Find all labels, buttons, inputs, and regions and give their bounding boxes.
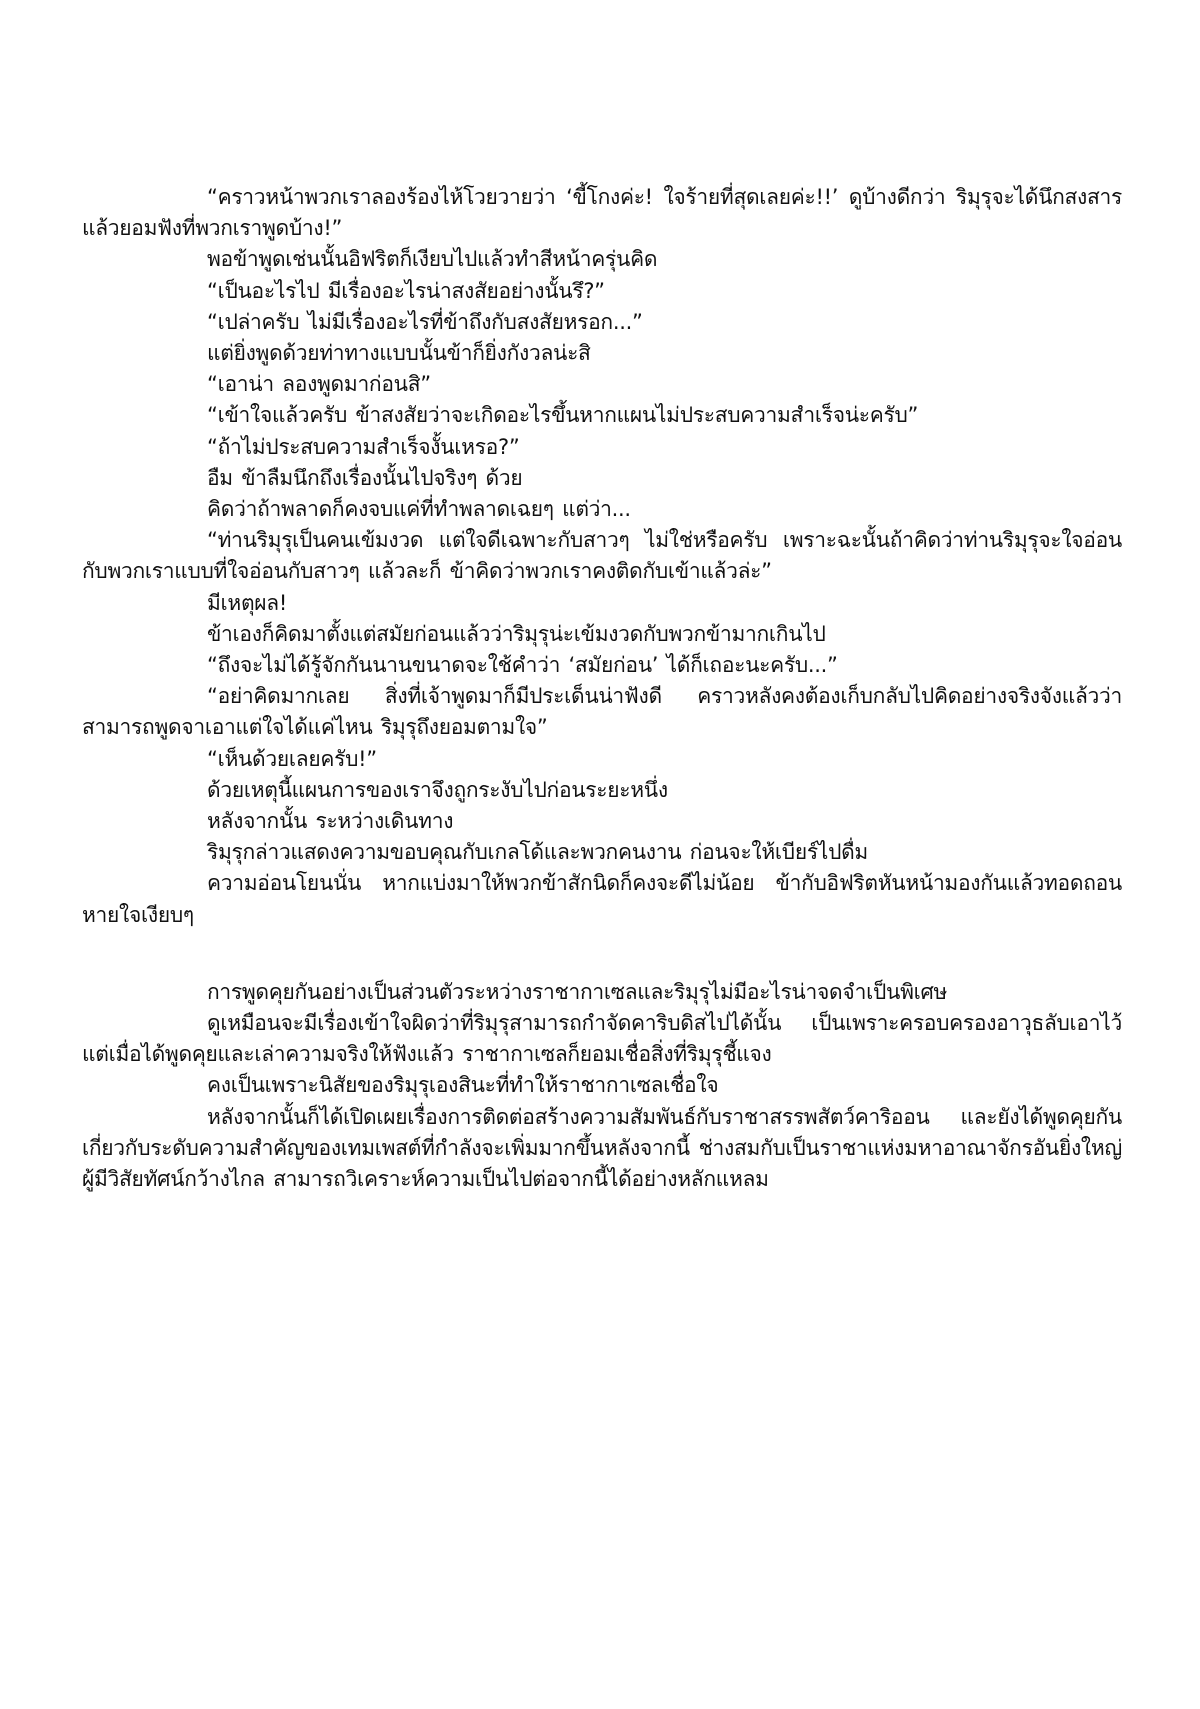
paragraph: หลังจากนั้น ระหว่างเดินทาง <box>207 809 454 834</box>
paragraph: คงเป็นเพราะนิสัยของริมุรุเองสินะที่ทำให้ราชากาเซลเชื่อใจ <box>207 1073 719 1098</box>
paragraph: “เอาน่า ลองพูดมาก่อนสิ” <box>207 372 431 397</box>
section-break <box>82 931 1122 977</box>
paragraph: “ถ้าไม่ประสบความสำเร็จงั้นเหรอ?” <box>207 434 520 459</box>
paragraph: หลังจากนั้นก็ได้เปิดเผยเรื่องการติดต่อสร้างความสัมพันธ์กับราชาสรรพสัตว์คาริออน และยังได้พูดคุยกันเกี่ยวกับระดับความสำคัญของเทมเพสต์ที่กำลังจะเพิ่มมากขึ้นหลังจากนี้ ช่างสมกับเป็นราชาแห่งมหาอาณาจักรอันยิ่งใหญ่ผู้มีวิสัยทัศน์กว้างไกล สามารถวิเคราะห์ความเป็นไปต่อจากนี้ได้อย่างหลักแหลม <box>82 1104 1122 1192</box>
paragraph: ข้าเองก็คิดมาตั้งแต่สมัยก่อนแล้วว่าริมุรุน่ะเข้มงวดกับพวกข้ามากเกินไป <box>207 621 826 646</box>
paragraph: คิดว่าถ้าพลาดก็คงจบแค่ที่ทำพลาดเฉยๆ แต่ว่า... <box>207 497 631 522</box>
paragraph: “เข้าใจแล้วครับ ข้าสงสัยว่าจะเกิดอะไรขึ้นหากแผนไม่ประสบความสำเร็จน่ะครับ” <box>207 403 919 428</box>
paragraph: แต่ยิ่งพูดด้วยท่าทางแบบนั้นข้าก็ยิ่งกังวลน่ะสิ <box>207 341 591 366</box>
body-text <box>82 182 1122 1195</box>
paragraph: “คราวหน้าพวกเราลองร้องไห้โวยวายว่า ‘ขี้โกงค่ะ! ใจร้ายที่สุดเลยค่ะ!!’ ดูบ้างดีกว่า ริมุรุจะได้นึกสงสารแล้วยอมฟังที่พวกเราพูดบ้าง!” <box>82 185 1122 241</box>
paragraph: “เห็นด้วยเลยครับ!” <box>207 746 377 771</box>
paragraph: อืม ข้าลืมนึกถึงเรื่องนั้นไปจริงๆ ด้วย <box>207 465 523 490</box>
paragraph: ความอ่อนโยนนั่น หากแบ่งมาให้พวกข้าสักนิดก็คงจะดีไม่น้อย ข้ากับอิฟริตหันหน้ามองกันแล้วทอดถอนหายใจเงียบๆ <box>82 871 1122 927</box>
paragraph: พอข้าพูดเช่นนั้นอิฟริตก็เงียบไปแล้วทำสีหน้าครุ่นคิด <box>207 247 658 272</box>
paragraph: มีเหตุผล! <box>207 590 287 615</box>
paragraph: “ท่านริมุรุเป็นคนเข้มงวด แต่ใจดีเฉพาะกับสาวๆ ไม่ใช่หรือครับ เพราะฉะนั้นถ้าคิดว่าท่านริมุรุจะใจอ่อนกับพวกเราแบบที่ใจอ่อนกับสาวๆ แล้วละก็ ข้าคิดว่าพวกเราคงติดกับเข้าแล้วล่ะ” <box>82 528 1122 584</box>
paragraph: ดูเหมือนจะมีเรื่องเข้าใจผิดว่าที่ริมุรุสามารถกำจัดคาริบดิสไปได้นั้น เป็นเพราะครอบครองอาวุธลับเอาไว้ แต่เมื่อได้พูดคุยและเล่าความจริงให้ฟังแล้ว ราชากาเซลก็ยอมเชื่อสิ่งที่ริมุรุชี้แจง <box>82 1011 1122 1067</box>
paragraph: ด้วยเหตุนี้แผนการของเราจึงถูกระงับไปก่อนระยะหนึ่ง <box>207 777 668 802</box>
paragraph: “เปล่าครับ ไม่มีเรื่องอะไรที่ข้าถึงกับสงสัยหรอก...” <box>207 309 643 334</box>
paragraph: การพูดคุยกันอย่างเป็นส่วนตัวระหว่างราชากาเซลและริมุรุไม่มีอะไรน่าจดจำเป็นพิเศษ <box>207 979 948 1004</box>
paragraph: “ถึงจะไม่ได้รู้จักกันนานขนาดจะใช้คำว่า ‘สมัยก่อน’ ได้ก็เถอะนะครับ...” <box>207 653 838 678</box>
paragraph: “เป็นอะไรไป มีเรื่องอะไรน่าสงสัยอย่างนั้นรึ?” <box>207 278 605 303</box>
paragraph: ริมุรุกล่าวแสดงความขอบคุณกับเกลโด้และพวกคนงาน ก่อนจะให้เบียร์ไปดื่ม <box>207 840 868 865</box>
paragraph: “อย่าคิดมากเลย สิ่งที่เจ้าพูดมาก็มีประเด็นน่าฟังดี คราวหลังคงต้องเก็บกลับไปคิดอย่างจริงจังแล้วว่าสามารถพูดจาเอาแต่ใจได้แค่ไหน ริมุรุถึงยอมตามใจ” <box>82 684 1122 740</box>
